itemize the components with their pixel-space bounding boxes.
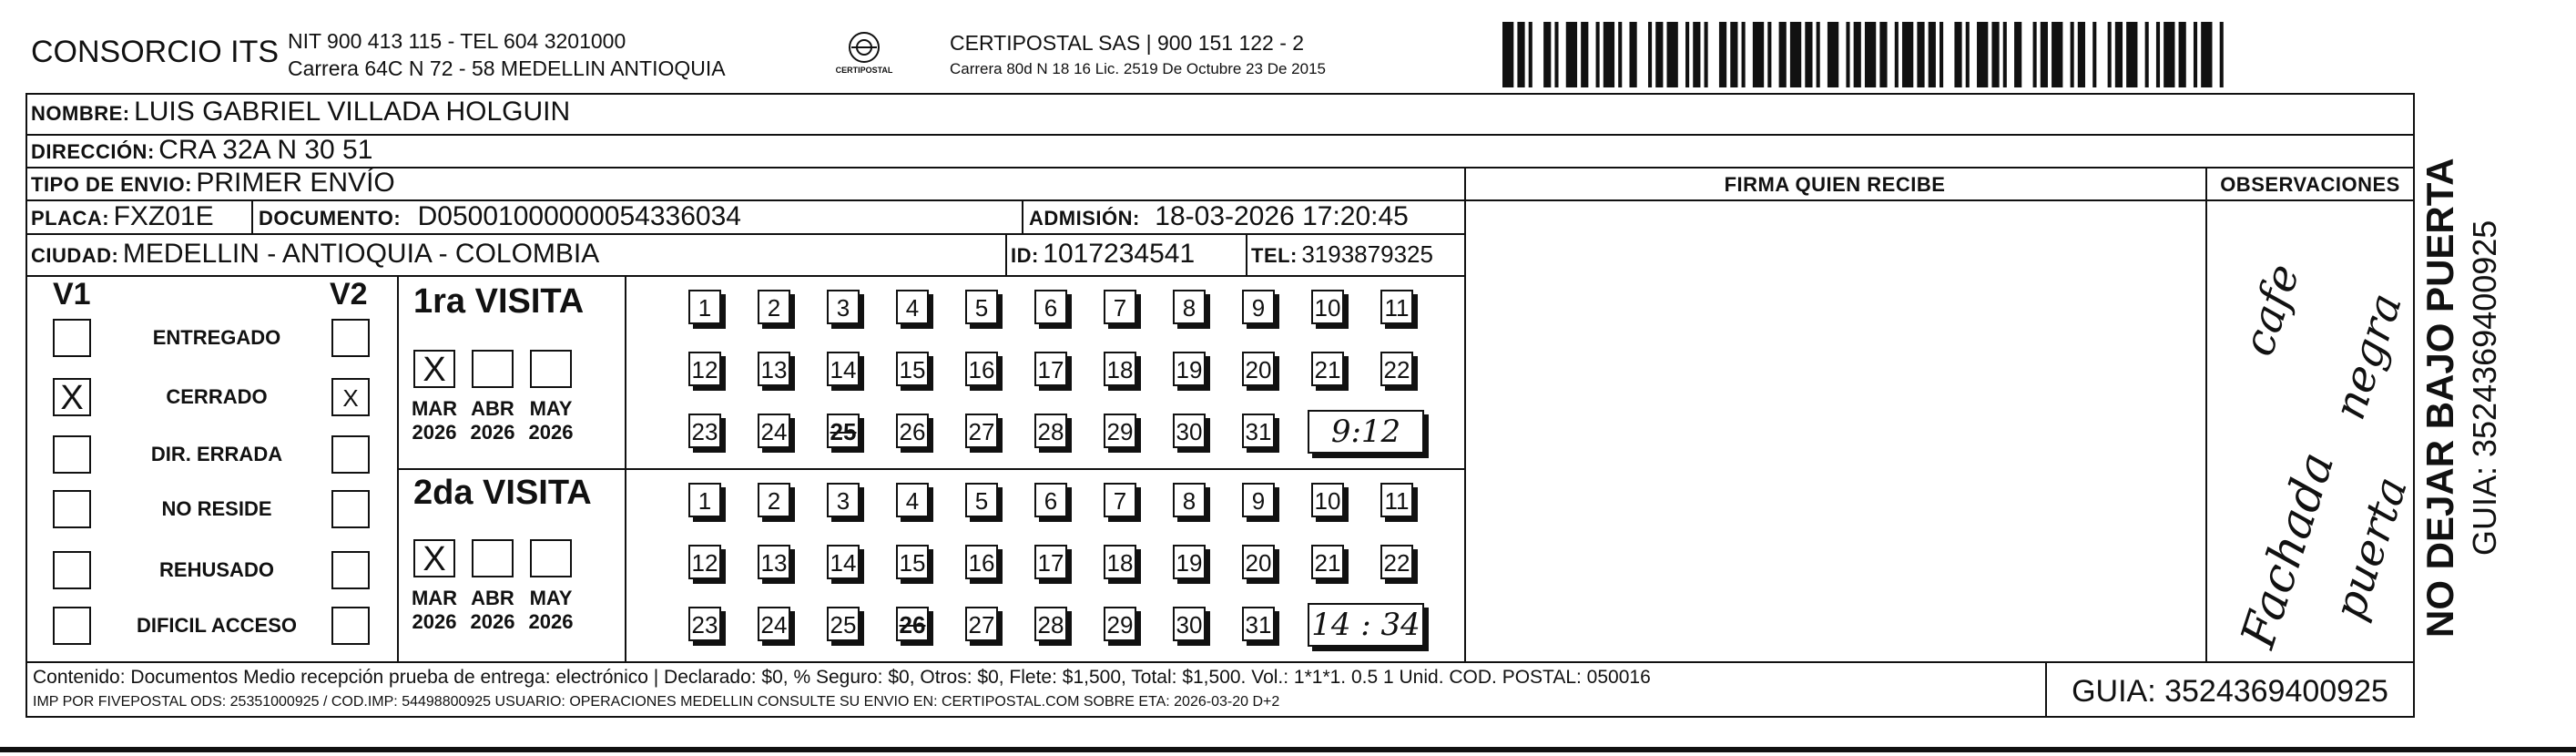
- documento-label: DOCUMENTO:: [259, 207, 402, 230]
- barcode-bar: [1940, 22, 1943, 87]
- barcode-bar: [1529, 22, 1532, 87]
- barcode-bar: [1517, 22, 1524, 87]
- barcode: [1502, 22, 2231, 87]
- barcode-bar: [2201, 22, 2212, 87]
- month-label: MAY: [529, 397, 573, 420]
- v2-label: V2: [330, 277, 368, 312]
- day-box[interactable]: 15: [896, 545, 929, 579]
- day-box[interactable]: 9: [1242, 290, 1275, 324]
- barcode-bar: [1655, 22, 1663, 87]
- day-box[interactable]: 28: [1034, 607, 1067, 641]
- day-box[interactable]: 17: [1034, 545, 1067, 579]
- barcode-bar: [1502, 22, 1513, 87]
- v1-checkbox[interactable]: [53, 551, 91, 589]
- barcode-bar: [1879, 22, 1887, 87]
- barcode-bar: [2126, 22, 2137, 87]
- day-box[interactable]: 21: [1311, 545, 1344, 579]
- day-box[interactable]: 25: [827, 414, 860, 448]
- v1-mark: [55, 608, 89, 643]
- logo-text: CERTIPOSTAL: [835, 66, 893, 75]
- day-box[interactable]: 3: [827, 483, 860, 517]
- direccion-value: CRA 32A N 30 51: [158, 135, 373, 165]
- barcode-bar: [1730, 22, 1737, 87]
- day-box[interactable]: 8: [1173, 483, 1206, 517]
- footer-guia: GUIA: 3524369400925: [2072, 674, 2388, 709]
- v2-mark: [333, 321, 368, 355]
- barcode-bar: [2014, 22, 2021, 87]
- side-notice: NO DEJAR BAJO PUERTA: [2418, 158, 2461, 638]
- obs-handwriting-2: negra: [2324, 287, 2413, 426]
- day-box[interactable]: 19: [1173, 352, 1206, 386]
- v1-label: V1: [53, 277, 91, 312]
- ciudad-label: CIUDAD:: [31, 244, 119, 267]
- obs-handwriting-4: puerta: [2324, 470, 2418, 627]
- day-box[interactable]: 28: [1034, 414, 1067, 448]
- v2-checkbox[interactable]: [331, 607, 370, 645]
- v1-mark: [55, 553, 89, 587]
- documento-value: D05001000000054336034: [417, 201, 741, 231]
- month-label: MAY: [529, 587, 573, 609]
- day-box[interactable]: 2: [758, 483, 790, 517]
- company-name: CONSORCIO ITS: [31, 35, 280, 69]
- month-checkbox[interactable]: [472, 350, 514, 388]
- v1-checkbox[interactable]: [53, 378, 91, 416]
- placa-label: PLACA:: [31, 207, 110, 230]
- v2-mark: X: [342, 384, 359, 412]
- barcode-bar: [1977, 22, 1988, 87]
- admision-value: 18-03-2026 17:20:45: [1155, 201, 1409, 231]
- v2-checkbox[interactable]: [331, 319, 370, 357]
- day-box[interactable]: 20: [1242, 352, 1275, 386]
- month-checkbox[interactable]: [530, 350, 572, 388]
- barcode-bar: [1846, 22, 1849, 87]
- barcode-bar: [2194, 22, 2197, 87]
- barcode-bar: [1648, 22, 1652, 87]
- day-box[interactable]: 1: [688, 290, 721, 324]
- time-box[interactable]: 9:12: [1308, 410, 1424, 454]
- day-box[interactable]: 14: [827, 545, 860, 579]
- v2-mark: [333, 437, 368, 472]
- barcode-bar: [2033, 22, 2037, 87]
- day-box[interactable]: 23: [688, 607, 721, 641]
- day-box[interactable]: 30: [1173, 607, 1206, 641]
- company-nit: NIT 900 413 115 - TEL 604 3201000: [288, 29, 626, 53]
- day-box[interactable]: 21: [1311, 352, 1344, 386]
- status-label: DIR. ERRADA: [150, 443, 283, 465]
- barcode-bar: [1817, 22, 1820, 87]
- day-box[interactable]: 5: [965, 290, 998, 324]
- day-box[interactable]: 7: [1104, 483, 1136, 517]
- barcode-bar: [1742, 22, 1746, 87]
- month-label: MAR: [411, 397, 458, 420]
- barcode-bar: [2220, 22, 2224, 87]
- month-label: ABR: [471, 397, 514, 420]
- side-guia: GUIA: 3524369400925: [2466, 220, 2503, 556]
- day-box[interactable]: 22: [1380, 352, 1413, 386]
- day-box[interactable]: 30: [1173, 414, 1206, 448]
- v1-checkbox[interactable]: [53, 435, 91, 474]
- barcode-bar: [2071, 22, 2074, 87]
- year-label: 2026: [412, 610, 457, 633]
- barcode-bar: [2179, 22, 2186, 87]
- day-box[interactable]: 27: [965, 607, 998, 641]
- barcode-bar: [1629, 22, 1636, 87]
- day-box[interactable]: 3: [827, 290, 860, 324]
- year-label: 2026: [470, 421, 515, 444]
- barcode-bar: [1705, 22, 1708, 87]
- v1-checkbox[interactable]: [53, 319, 91, 357]
- month-checkbox[interactable]: X: [413, 539, 455, 577]
- day-box[interactable]: 16: [965, 545, 998, 579]
- bottom-rule: [0, 747, 2576, 752]
- obs-handwriting-3: Fachada: [2231, 445, 2346, 655]
- day-box[interactable]: 6: [1034, 483, 1067, 517]
- observaciones-header: OBSERVACIONES: [2220, 173, 2400, 196]
- day-box[interactable]: 24: [758, 607, 790, 641]
- status-label: REHUSADO: [159, 558, 274, 581]
- barcode-bar: [2078, 22, 2085, 87]
- barcode-bar: [1566, 22, 1577, 87]
- id-label: ID:: [1011, 244, 1039, 267]
- day-box[interactable]: 14: [827, 352, 860, 386]
- day-box[interactable]: 25: [827, 607, 860, 641]
- tel-value: 3193879325: [1301, 240, 1433, 268]
- day-box[interactable]: 24: [758, 414, 790, 448]
- year-label: 2026: [528, 610, 574, 633]
- company-address: Carrera 64C N 72 - 58 MEDELLIN ANTIOQUIA: [288, 56, 726, 80]
- barcode-bar: [2092, 22, 2096, 87]
- barcode-bar: [2003, 22, 2007, 87]
- day-box[interactable]: 17: [1034, 352, 1067, 386]
- time-box[interactable]: 14 : 34: [1308, 603, 1424, 647]
- month-checkbox[interactable]: [472, 539, 514, 577]
- day-box[interactable]: 15: [896, 352, 929, 386]
- v1-mark: [55, 321, 89, 355]
- barcode-bar: [2164, 22, 2174, 87]
- footer-imp: IMP POR FIVEPOSTAL ODS: 25351000925 / COD.IMP: 54498800925 USUARIO: OPERACIONES MEDELLIN CONSULTE SU ENVIO EN: CERTIPOSTAL.COM SOBRE ETA: 2026-03-20 D+2: [33, 694, 1280, 710]
- day-box[interactable]: 11: [1380, 290, 1413, 324]
- certipostal-logo: [824, 29, 904, 80]
- barcode-bar: [1753, 22, 1764, 87]
- firma-area[interactable]: [1466, 201, 2204, 659]
- barcode-bar: [1917, 22, 1924, 87]
- barcode-bar: [1966, 22, 1970, 87]
- v2-mark: [333, 608, 368, 643]
- day-box[interactable]: 7: [1104, 290, 1136, 324]
- barcode-bar: [2115, 22, 2123, 87]
- month-checkbox[interactable]: [530, 539, 572, 577]
- day-box[interactable]: 10: [1311, 290, 1344, 324]
- barcode-bar: [1719, 22, 1726, 87]
- year-label: 2026: [470, 610, 515, 633]
- day-box[interactable]: 18: [1104, 352, 1136, 386]
- nombre-value: LUIS GABRIEL VILLADA HOLGUIN: [134, 97, 571, 127]
- v1-checkbox[interactable]: [53, 490, 91, 528]
- barcode-bar: [1604, 22, 1614, 87]
- day-box[interactable]: 31: [1242, 414, 1275, 448]
- year-label: 2026: [412, 421, 457, 444]
- day-box[interactable]: 23: [688, 414, 721, 448]
- day-box[interactable]: 12: [688, 545, 721, 579]
- footer-contenido: Contenido: Documentos Medio recepción prueba de entrega: electrónico | Declarado: $0, % Seguro: $0, Otros: $0, Flete: $1,500, Total: $1,500. Vol.: 1*1*1. 0.5 1 Unid. COD. POSTAL: 050016: [33, 667, 1651, 688]
- barcode-bar: [1685, 22, 1689, 87]
- barcode-bar: [2145, 22, 2149, 87]
- id-value: 1017234541: [1043, 239, 1196, 269]
- barcode-bar: [1779, 22, 1787, 87]
- nombre-label: NOMBRE:: [31, 102, 130, 125]
- visit1-title: 1ra VISITA: [413, 282, 585, 321]
- status-label: NO RESIDE: [161, 497, 272, 520]
- barcode-bar: [1895, 22, 1899, 87]
- v1-checkbox[interactable]: [53, 607, 91, 645]
- day-box[interactable]: 31: [1242, 607, 1275, 641]
- barcode-bar: [1667, 22, 1678, 87]
- month-label: MAR: [411, 587, 458, 609]
- day-box[interactable]: 16: [965, 352, 998, 386]
- day-box[interactable]: 20: [1242, 545, 1275, 579]
- day-box[interactable]: 4: [896, 483, 929, 517]
- barcode-bar: [1805, 22, 1812, 87]
- barcode-bar: [1790, 22, 1801, 87]
- day-box[interactable]: 6: [1034, 290, 1067, 324]
- day-box[interactable]: 10: [1311, 483, 1344, 517]
- barcode-bar: [1854, 22, 1861, 87]
- v2-checkbox[interactable]: [331, 551, 370, 589]
- day-box[interactable]: 4: [896, 290, 929, 324]
- day-box[interactable]: 5: [965, 483, 998, 517]
- day-box[interactable]: 13: [758, 352, 790, 386]
- v2-checkbox[interactable]: [331, 490, 370, 528]
- barcode-bar: [2108, 22, 2112, 87]
- day-box[interactable]: 26: [896, 607, 929, 641]
- barcode-bar: [1543, 22, 1551, 87]
- day-box[interactable]: 2: [758, 290, 790, 324]
- barcode-bar: [1902, 22, 1913, 87]
- barcode-bar: [1581, 22, 1588, 87]
- obs-handwriting-1: cafe: [2233, 258, 2310, 363]
- day-box[interactable]: 13: [758, 545, 790, 579]
- status-label: ENTREGADO: [152, 326, 281, 349]
- day-box[interactable]: 1: [688, 483, 721, 517]
- barcode-bar: [1767, 22, 1771, 87]
- v1-mark: X: [60, 379, 84, 417]
- placa-value: FXZ01E: [113, 201, 214, 231]
- day-box[interactable]: 9: [1242, 483, 1275, 517]
- v2-mark: [333, 492, 368, 526]
- day-box[interactable]: 12: [688, 352, 721, 386]
- barcode-bar: [1929, 22, 1936, 87]
- v2-mark: [333, 553, 368, 587]
- v2-checkbox[interactable]: [331, 435, 370, 474]
- status-label: DIFICIL ACCESO: [136, 614, 297, 637]
- barcode-bar: [1596, 22, 1600, 87]
- tel-label: TEL:: [1251, 244, 1298, 267]
- day-box[interactable]: 11: [1380, 483, 1413, 517]
- certipostal-line1: CERTIPOSTAL SAS | 900 151 122 - 2: [950, 31, 1305, 55]
- v1-mark: [55, 437, 89, 472]
- barcode-bar: [1693, 22, 1700, 87]
- v1-mark: [55, 492, 89, 526]
- barcode-bar: [1554, 22, 1558, 87]
- day-box[interactable]: 26: [896, 414, 929, 448]
- day-box[interactable]: 29: [1104, 414, 1136, 448]
- barcode-bar: [1865, 22, 1876, 87]
- ciudad-value: MEDELLIN - ANTIOQUIA - COLOMBIA: [122, 239, 600, 269]
- certipostal-line2: Carrera 80d N 18 16 Lic. 2519 De Octubre 23 De 2015: [950, 60, 1326, 77]
- firma-header: FIRMA QUIEN RECIBE: [1724, 173, 1946, 196]
- day-box[interactable]: 22: [1380, 545, 1413, 579]
- status-label: CERRADO: [166, 385, 268, 408]
- month-label: ABR: [471, 587, 514, 609]
- v2-checkbox[interactable]: [331, 378, 370, 416]
- admision-label: ADMISIÓN:: [1029, 207, 1140, 230]
- tipo-envio-label: TIPO DE ENVIO:: [31, 173, 192, 196]
- day-box[interactable]: 27: [965, 414, 998, 448]
- month-checkbox[interactable]: X: [413, 350, 455, 388]
- barcode-bar: [1991, 22, 1999, 87]
- barcode-bar: [1954, 22, 1961, 87]
- barcode-bar: [1828, 22, 1838, 87]
- visit2-title: 2da VISITA: [413, 474, 592, 512]
- barcode-bar: [1618, 22, 1622, 87]
- direccion-label: DIRECCIÓN:: [31, 140, 155, 163]
- barcode-bar: [2052, 22, 2062, 87]
- barcode-bar: [2156, 22, 2160, 87]
- day-box[interactable]: 18: [1104, 545, 1136, 579]
- day-box[interactable]: 19: [1173, 545, 1206, 579]
- day-box[interactable]: 8: [1173, 290, 1206, 324]
- tipo-envio-value: PRIMER ENVÍO: [196, 168, 395, 198]
- barcode-bar: [2041, 22, 2048, 87]
- day-box[interactable]: 29: [1104, 607, 1136, 641]
- year-label: 2026: [528, 421, 574, 444]
